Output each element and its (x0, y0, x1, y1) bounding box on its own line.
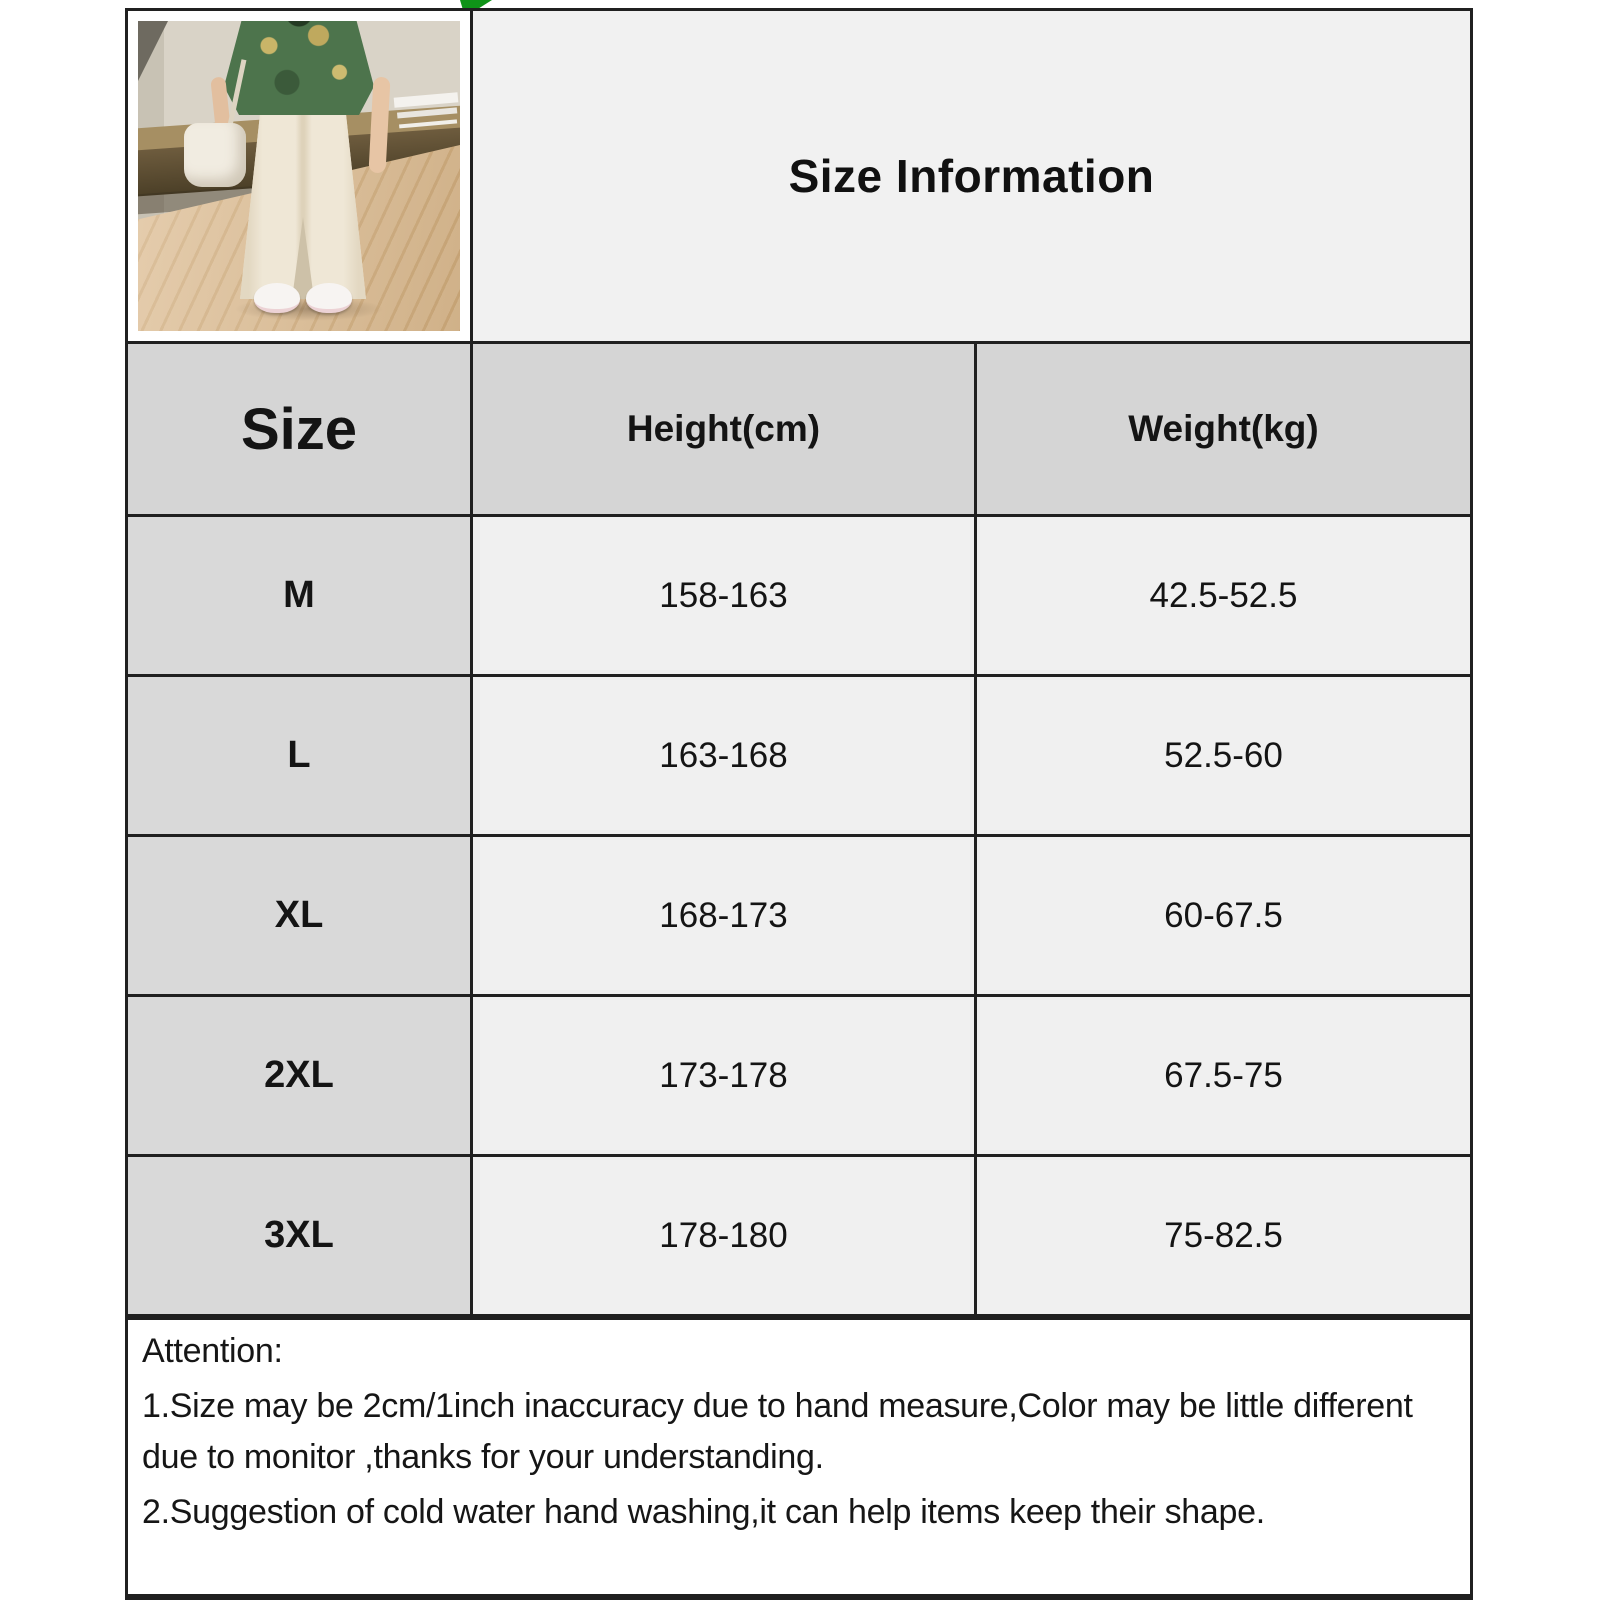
table-row (128, 1154, 1470, 1314)
weight-value: 52.5-60 (974, 677, 1470, 834)
product-photo (138, 21, 460, 331)
attention-heading: Attention: (142, 1332, 283, 1370)
photo-shoe (254, 283, 300, 313)
size-label: 3XL (128, 1157, 470, 1314)
title-cell (470, 11, 1470, 341)
weight-value: 67.5-75 (974, 997, 1470, 1154)
height-value: 178-180 (470, 1157, 974, 1314)
weight-value: 75-82.5 (974, 1157, 1470, 1314)
size-label: 2XL (128, 997, 470, 1154)
attention-note-1: 1.Size may be 2cm/1inch inaccuracy due to hand measure,Color may be little different due to monitor ,thanks for your understanding. (142, 1387, 1413, 1476)
size-label: M (128, 517, 470, 674)
height-value: 163-168 (470, 677, 974, 834)
table-row (128, 994, 1470, 1154)
height-value: 168-173 (470, 837, 974, 994)
size-label: XL (128, 837, 470, 994)
page-title: Size Information (788, 150, 1155, 202)
table-row (128, 674, 1470, 834)
size-chart-sheet (125, 8, 1473, 1600)
weight-value: 42.5-52.5 (974, 517, 1470, 674)
column-header-height: Height(cm) (470, 344, 974, 514)
attention-note-2: 2.Suggestion of cold water hand washing,it can help items keep their shape. (142, 1493, 1265, 1531)
table-row (128, 514, 1470, 674)
size-table (125, 8, 1473, 1317)
height-value: 173-178 (470, 997, 974, 1154)
column-header-size: Size (128, 344, 470, 514)
photo-books (394, 92, 459, 108)
weight-value: 60-67.5 (974, 837, 1470, 994)
column-header-weight: Weight(kg) (974, 344, 1470, 514)
top-section (128, 11, 1470, 341)
table-row (128, 834, 1470, 994)
height-value: 158-163 (470, 517, 974, 674)
photo-shoe (306, 283, 352, 313)
photo-handbag (184, 123, 246, 187)
photo-green-top (224, 21, 374, 115)
product-photo-cell (128, 11, 470, 341)
attention-notes (125, 1317, 1473, 1600)
table-header-row (128, 341, 1470, 514)
size-label: L (128, 677, 470, 834)
